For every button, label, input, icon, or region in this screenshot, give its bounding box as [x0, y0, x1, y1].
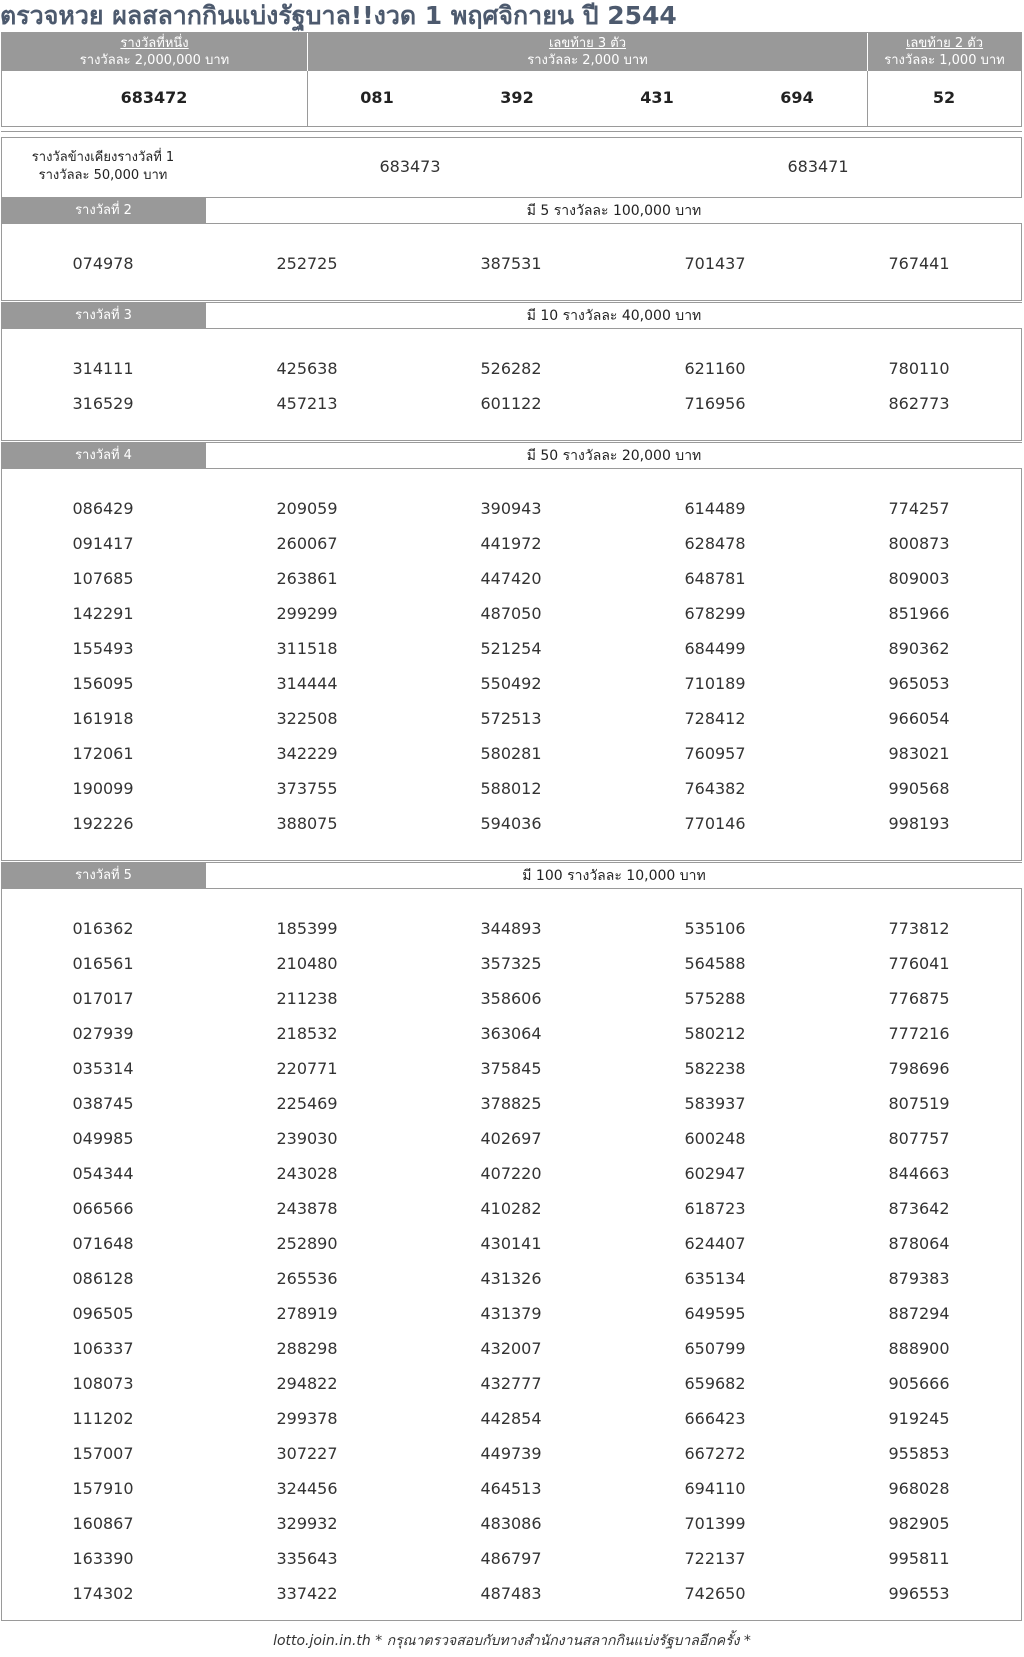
prize4-number: 441972 [480, 534, 542, 553]
prize3-number: 316529 [72, 394, 134, 413]
last3-number: 431 [640, 88, 674, 107]
prize5-grid [1, 911, 1021, 1611]
prize4-number: 890362 [888, 639, 950, 658]
last3-header [308, 33, 867, 71]
prize4-number: 314444 [276, 674, 338, 693]
prize3-number: 526282 [480, 359, 542, 378]
prize5-number: 844663 [888, 1164, 950, 1183]
prize5-number: 038745 [72, 1094, 134, 1113]
near-first-label [4, 149, 202, 185]
prize5-number: 071648 [72, 1234, 134, 1253]
prize5-number: 583937 [684, 1094, 746, 1113]
prize5-number: 442854 [480, 1409, 542, 1428]
last2-label: เลขท้าย 2 ตัว [905, 36, 984, 51]
prize4-number: 594036 [480, 814, 542, 833]
prize5-number: 430141 [480, 1234, 542, 1253]
prize5-number: 157007 [72, 1444, 134, 1463]
prize5-number: 299378 [276, 1409, 338, 1428]
prize4-number: 770146 [684, 814, 746, 833]
prize5-number: 649595 [684, 1304, 746, 1323]
prize5-number: 694110 [684, 1479, 746, 1498]
prize4-number: 965053 [888, 674, 950, 693]
prize4-number: 684499 [684, 639, 746, 658]
prize5-number: 432007 [480, 1339, 542, 1358]
prize5-number: 431379 [480, 1304, 542, 1323]
prize5-number: 564588 [684, 954, 746, 973]
prize5-number: 580212 [684, 1024, 746, 1043]
prize4-number: 161918 [72, 709, 134, 728]
prize4-number: 678299 [684, 604, 746, 623]
prize4-number: 998193 [888, 814, 950, 833]
prize5-number: 027939 [72, 1024, 134, 1043]
prize4-number: 809003 [888, 569, 950, 588]
prize5-number: 776041 [888, 954, 950, 973]
prize4-number: 614489 [684, 499, 746, 518]
prize4-number: 263861 [276, 569, 338, 588]
prize5-number: 218532 [276, 1024, 338, 1043]
first-prize-number: 683472 [120, 88, 188, 107]
prize5-number: 049985 [72, 1129, 134, 1148]
prize5-number: 995811 [888, 1549, 950, 1568]
prize5-number: 722137 [684, 1549, 746, 1568]
prize5-number: 358606 [480, 989, 542, 1008]
prize5-number: 357325 [480, 954, 542, 973]
prize4-number: 373755 [276, 779, 338, 798]
prize5-number: 635134 [684, 1269, 746, 1288]
prize5-number: 016362 [72, 919, 134, 938]
prize4-number: 107685 [72, 569, 134, 588]
prize5-number: 432777 [480, 1374, 542, 1393]
footer [0, 1630, 1024, 1652]
prize4-number: 774257 [888, 499, 950, 518]
last3-number: 392 [500, 88, 534, 107]
prize4-grid [1, 491, 1021, 841]
prize5-number: 701399 [684, 1514, 746, 1533]
prize5-number: 873642 [888, 1199, 950, 1218]
prize4-number: 990568 [888, 779, 950, 798]
last3-number: 694 [780, 88, 814, 107]
footer-site-link[interactable]: lotto.join.in.th [273, 1633, 371, 1649]
prize5-number: 243028 [276, 1164, 338, 1183]
prize4-number: 966054 [888, 709, 950, 728]
prize4-number: 390943 [480, 499, 542, 518]
prize5-number: 955853 [888, 1444, 950, 1463]
prize3-number: 621160 [684, 359, 746, 378]
prize5-number: 086128 [72, 1269, 134, 1288]
prize5-number: 666423 [684, 1409, 746, 1428]
prize5-number: 407220 [480, 1164, 542, 1183]
prize5-number: 650799 [684, 1339, 746, 1358]
prize5-number: 035314 [72, 1059, 134, 1078]
prize5-number: 602947 [684, 1164, 746, 1183]
prize5-number: 487483 [480, 1584, 542, 1603]
prize3-number: 862773 [888, 394, 950, 413]
prize5-number: 344893 [480, 919, 542, 938]
prize5-number: 582238 [684, 1059, 746, 1078]
first-prize-amount: รางวัลละ 2,000,000 บาท [79, 53, 230, 68]
prize4-number: 550492 [480, 674, 542, 693]
prize4-number: 710189 [684, 674, 746, 693]
prize4-number: 172061 [72, 744, 134, 763]
prize5-number: 363064 [480, 1024, 542, 1043]
prize4-number: 760957 [684, 744, 746, 763]
prize4-number: 580281 [480, 744, 542, 763]
prize5-number: 185399 [276, 919, 338, 938]
prize3-number: 314111 [72, 359, 134, 378]
prize5-number: 887294 [888, 1304, 950, 1323]
prize4-number: 091417 [72, 534, 134, 553]
near-first-number: 683471 [787, 157, 849, 176]
prize5-number: 996553 [888, 1584, 950, 1603]
prize5-number: 402697 [480, 1129, 542, 1148]
prize4-desc: มี 50 รางวัลละ 20,000 บาท [206, 442, 1022, 469]
prize5-number: 776875 [888, 989, 950, 1008]
prize4-number: 299299 [276, 604, 338, 623]
prize5-number: 016561 [72, 954, 134, 973]
last3-label: เลขท้าย 3 ตัว [548, 36, 627, 51]
prize5-number: 777216 [888, 1024, 950, 1043]
prize5-number: 243878 [276, 1199, 338, 1218]
prize5-number: 968028 [888, 1479, 950, 1498]
prize4-number: 983021 [888, 744, 950, 763]
last3-amount: รางวัลละ 2,000 บาท [527, 53, 648, 68]
prize4-number: 572513 [480, 709, 542, 728]
prize5-number: 483086 [480, 1514, 542, 1533]
prize3-number: 457213 [276, 394, 338, 413]
prize5-number: 431326 [480, 1269, 542, 1288]
prize5-number: 324456 [276, 1479, 338, 1498]
prize5-number: 329932 [276, 1514, 338, 1533]
prize5-number: 335643 [276, 1549, 338, 1568]
prize5-number: 742650 [684, 1584, 746, 1603]
prize5-number: 486797 [480, 1549, 542, 1568]
page-title: ตรวจหวย ผลสลากกินแบ่งรัฐบาล!!งวด 1 พฤศจิกายน ปี 2544 [0, 1, 677, 30]
prize2-number: 252725 [276, 254, 338, 273]
prize5-number: 252890 [276, 1234, 338, 1253]
prize5-number: 807519 [888, 1094, 950, 1113]
near-first-amount: รางวัลละ 50,000 บาท [38, 168, 168, 183]
prize3-number: 716956 [684, 394, 746, 413]
divider [867, 71, 868, 127]
prize4-number: 311518 [276, 639, 338, 658]
prize4-number: 851966 [888, 604, 950, 623]
prize5-number: 096505 [72, 1304, 134, 1323]
last3-number: 081 [360, 88, 394, 107]
prize4-number: 190099 [72, 779, 134, 798]
prize5-number: 163390 [72, 1549, 134, 1568]
near-first-title: รางวัลข้างเคียงรางวัลที่ 1 [31, 150, 175, 165]
prize2-grid [1, 246, 1021, 281]
prize4-number: 342229 [276, 744, 338, 763]
prize5-label: รางวัลที่ 5 [1, 862, 206, 889]
footer-note: * กรุณาตรวจสอบกับทางสำนักงานสลากกินแบ่งรัฐบาลอีกครั้ง * [375, 1633, 751, 1649]
prize5-number: 982905 [888, 1514, 950, 1533]
prize4-number: 800873 [888, 534, 950, 553]
prize4-number: 764382 [684, 779, 746, 798]
first-prize-header [2, 33, 307, 71]
prize2-label: รางวัลที่ 2 [1, 197, 206, 224]
prize5-number: 239030 [276, 1129, 338, 1148]
prize4-number: 628478 [684, 534, 746, 553]
prize5-number: 919245 [888, 1409, 950, 1428]
prize5-number: 667272 [684, 1444, 746, 1463]
prize5-number: 659682 [684, 1374, 746, 1393]
prize4-number: 209059 [276, 499, 338, 518]
prize5-number: 410282 [480, 1199, 542, 1218]
prize4-number: 728412 [684, 709, 746, 728]
prize4-number: 322508 [276, 709, 338, 728]
prize4-number: 192226 [72, 814, 134, 833]
prize3-number: 780110 [888, 359, 950, 378]
prize4-number: 086429 [72, 499, 134, 518]
prize4-number: 156095 [72, 674, 134, 693]
prize5-number: 618723 [684, 1199, 746, 1218]
prize2-number: 387531 [480, 254, 542, 273]
prize5-number: 807757 [888, 1129, 950, 1148]
prize4-number: 447420 [480, 569, 542, 588]
prize2-number: 074978 [72, 254, 134, 273]
prize5-number: 108073 [72, 1374, 134, 1393]
prize5-number: 798696 [888, 1059, 950, 1078]
prize5-number: 211238 [276, 989, 338, 1008]
prize5-number: 106337 [72, 1339, 134, 1358]
prize5-number: 066566 [72, 1199, 134, 1218]
prize3-label: รางวัลที่ 3 [1, 302, 206, 329]
prize5-number: 278919 [276, 1304, 338, 1323]
prize5-number: 449739 [480, 1444, 542, 1463]
prize5-number: 575288 [684, 989, 746, 1008]
prize4-number: 260067 [276, 534, 338, 553]
prize4-number: 648781 [684, 569, 746, 588]
prize5-number: 464513 [480, 1479, 542, 1498]
prize5-number: 174302 [72, 1584, 134, 1603]
prize5-number: 535106 [684, 919, 746, 938]
first-prize-label: รางวัลที่หนึ่ง [120, 36, 189, 51]
prize2-desc: มี 5 รางวัลละ 100,000 บาท [206, 197, 1022, 224]
prize5-number: 160867 [72, 1514, 134, 1533]
prize5-number: 307227 [276, 1444, 338, 1463]
prize5-number: 225469 [276, 1094, 338, 1113]
prize5-number: 879383 [888, 1269, 950, 1288]
prize5-number: 157910 [72, 1479, 134, 1498]
prize4-number: 142291 [72, 604, 134, 623]
prize2-number: 701437 [684, 254, 746, 273]
prize4-number: 155493 [72, 639, 134, 658]
prize5-number: 905666 [888, 1374, 950, 1393]
prize2-number: 767441 [888, 254, 950, 273]
prize5-number: 337422 [276, 1584, 338, 1603]
last2-amount: รางวัลละ 1,000 บาท [884, 53, 1005, 68]
prize5-desc: มี 100 รางวัลละ 10,000 บาท [206, 862, 1022, 889]
prize3-grid [1, 351, 1021, 421]
prize3-number: 425638 [276, 359, 338, 378]
prize3-number: 601122 [480, 394, 542, 413]
prize5-number: 773812 [888, 919, 950, 938]
near-first-number: 683473 [379, 157, 441, 176]
prize5-number: 111202 [72, 1409, 134, 1428]
prize5-number: 265536 [276, 1269, 338, 1288]
prize5-number: 600248 [684, 1129, 746, 1148]
prize4-number: 588012 [480, 779, 542, 798]
prize5-number: 378825 [480, 1094, 542, 1113]
prize5-number: 220771 [276, 1059, 338, 1078]
prize5-number: 294822 [276, 1374, 338, 1393]
prize5-number: 054344 [72, 1164, 134, 1183]
prize5-number: 288298 [276, 1339, 338, 1358]
prize4-label: รางวัลที่ 4 [1, 442, 206, 469]
last2-number: 52 [932, 88, 956, 107]
prize5-number: 210480 [276, 954, 338, 973]
prize5-number: 888900 [888, 1339, 950, 1358]
prize4-number: 388075 [276, 814, 338, 833]
prize5-number: 017017 [72, 989, 134, 1008]
near-first-divider [1, 131, 1022, 132]
prize5-number: 624407 [684, 1234, 746, 1253]
prize5-number: 878064 [888, 1234, 950, 1253]
prize4-number: 521254 [480, 639, 542, 658]
last2-header [868, 33, 1021, 71]
prize5-number: 375845 [480, 1059, 542, 1078]
prize4-number: 487050 [480, 604, 542, 623]
prize3-desc: มี 10 รางวัลละ 40,000 บาท [206, 302, 1022, 329]
